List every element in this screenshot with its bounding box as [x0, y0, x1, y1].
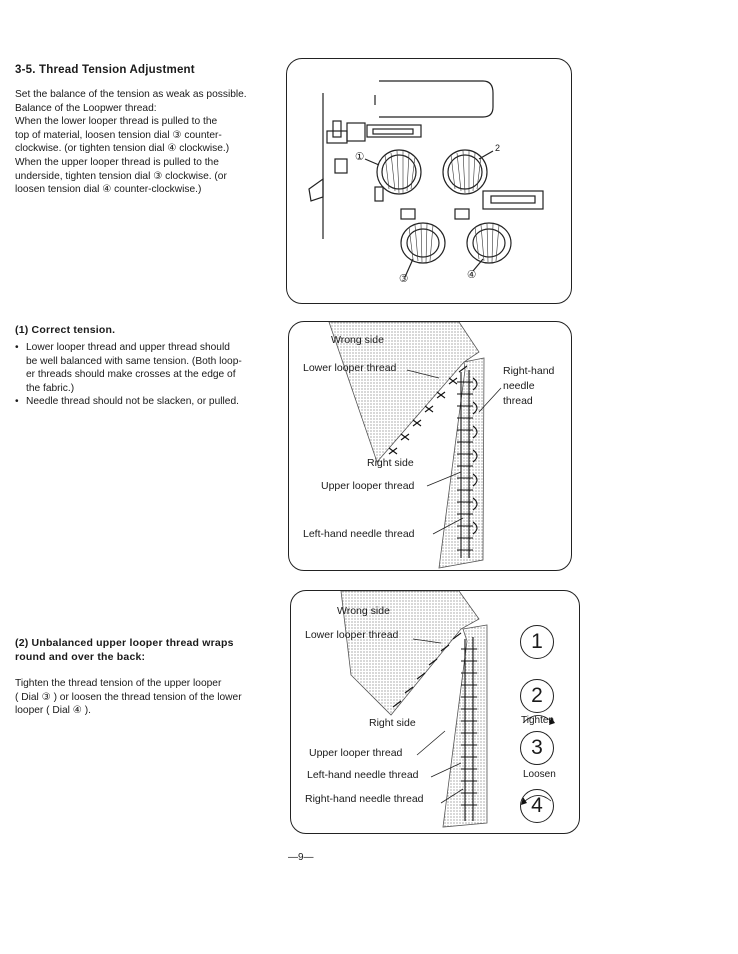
correct-tension-figure	[288, 321, 572, 571]
page-number: —9—	[288, 852, 314, 863]
tension-dials-figure	[286, 58, 572, 304]
machine-illustration	[287, 59, 572, 304]
unbalanced-title: (2) Unbalanced upper looper thread wraps round and over the back:	[15, 637, 234, 663]
tighten-label: Tighten	[521, 715, 554, 726]
label-lower-looper-thread: Lower looper thread	[303, 362, 397, 374]
label-lower-looper-thread: Lower looper thread	[305, 629, 399, 641]
intro-line: When the upper looper thread is pulled to the	[15, 156, 219, 168]
callout-dial-1: ①	[355, 151, 365, 163]
correct-tension-bullets	[15, 341, 270, 409]
section-title: 3-5. Thread Tension Adjustment	[15, 64, 195, 76]
callout-dial-2: 2	[495, 143, 501, 153]
intro-line: Set the balance of the tension as weak as possible.	[15, 89, 247, 100]
dial-2-icon: 2	[520, 679, 554, 713]
callout-dial-3: ③	[399, 273, 409, 285]
label-right-needle-3: thread	[503, 395, 533, 407]
label-right-needle-2: needle	[503, 380, 535, 392]
label-wrong-side: Wrong side	[331, 334, 384, 346]
unbalanced-text: Tighten the thread tension of the upper looper ( Dial ③ ) or loosen the thread tension of the lower looper ( Dial ④ ).	[15, 678, 242, 717]
intro-line: underside, tighten tension dial ③ clockwise. (or	[15, 170, 227, 182]
loosen-label: Loosen	[523, 769, 556, 780]
unbalanced-tension-figure	[290, 590, 580, 834]
label-left-needle-thread: Left-hand needle thread	[307, 769, 419, 781]
dial-1-icon: 1	[520, 625, 554, 659]
correct-tension-title: (1) Correct tension.	[15, 324, 116, 336]
dial-3-icon: 3	[520, 731, 554, 765]
label-right-side: Right side	[367, 457, 414, 469]
intro-line: clockwise. (or tighten tension dial ④ clockwise.)	[15, 143, 230, 155]
callout-dial-4: ④	[467, 269, 477, 281]
label-upper-looper-thread: Upper looper thread	[309, 747, 403, 759]
label-left-needle-thread: Left-hand needle thread	[303, 528, 415, 540]
bullet-item: • Lower looper thread and upper thread should be well balanced with same tension. (Both loop- er threads should make crosses at the edge of the fabric.)	[15, 341, 270, 395]
intro-line: top of material, loosen tension dial ③ counter-	[15, 129, 222, 141]
intro-line: loosen tension dial ④ counter-clockwise.)	[15, 184, 202, 196]
label-right-needle-1: Right-hand	[503, 365, 555, 377]
label-upper-looper-thread: Upper looper thread	[321, 480, 415, 492]
label-right-needle-thread: Right-hand needle thread	[305, 793, 424, 805]
bullet-item: • Needle thread should not be slacken, or pulled.	[15, 395, 270, 409]
label-wrong-side: Wrong side	[337, 605, 390, 617]
intro-paragraph	[15, 88, 263, 197]
intro-line: When the lower looper thread is pulled to the	[15, 116, 218, 128]
label-right-side: Right side	[369, 717, 416, 729]
intro-line: Balance of the Loopwer thread:	[15, 102, 157, 114]
dial-4-icon: 4	[520, 789, 554, 823]
